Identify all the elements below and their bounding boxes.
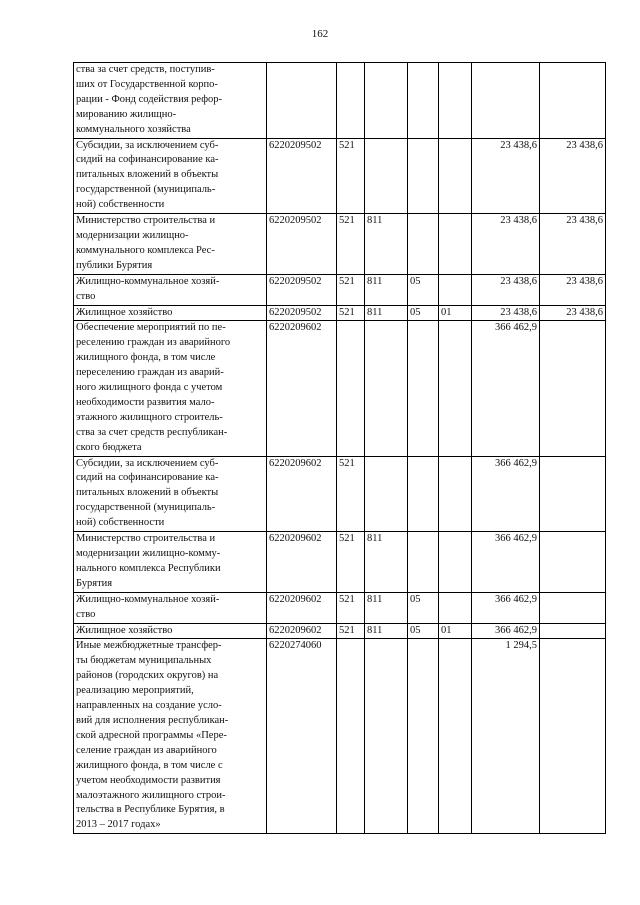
subsection-cell [439, 274, 472, 305]
target-code-cell [267, 63, 337, 139]
amount-cell: 23 438,6 [472, 214, 540, 275]
table-row [74, 321, 606, 456]
row-name-cell: Министерство строительства и модернизации жилищно-комму- нального комплекса Республики Бурятия [74, 532, 267, 593]
table-row [74, 274, 606, 305]
section-cell: 05 [408, 623, 439, 639]
department-cell [365, 456, 408, 532]
grbs-cell: 521 [337, 456, 365, 532]
amount-second-cell [540, 639, 606, 834]
department-cell: 811 [365, 623, 408, 639]
amount-cell: 23 438,6 [472, 138, 540, 214]
target-code-cell: 6220209602 [267, 456, 337, 532]
department-cell: 811 [365, 214, 408, 275]
amount-second-cell [540, 321, 606, 456]
page-number: 162 [311, 28, 329, 40]
subsection-cell [439, 532, 472, 593]
section-cell [408, 138, 439, 214]
subsection-cell [439, 456, 472, 532]
grbs-cell: 521 [337, 532, 365, 593]
grbs-cell [337, 639, 365, 834]
department-cell: 811 [365, 305, 408, 321]
row-name-cell: Жилищно-коммунальное хозяй- ство [74, 274, 267, 305]
subsection-cell [439, 63, 472, 139]
target-code-cell: 6220209602 [267, 592, 337, 623]
row-name-cell: Субсидии, за исключением суб- сидий на софинансирование ка- питальных вложений в объекты государственной (муниципаль- ной) собственности [74, 456, 267, 532]
amount-cell: 23 438,6 [472, 305, 540, 321]
grbs-cell [337, 63, 365, 139]
row-name-cell: ства за счет средств, поступив- ших от Государственной корпо- рации - Фонд содействия рефор- мированию жилищно- коммунального хозяйства [74, 63, 267, 139]
section-cell: 05 [408, 274, 439, 305]
grbs-cell: 521 [337, 592, 365, 623]
subsection-cell [439, 214, 472, 275]
amount-second-cell: 23 438,6 [540, 214, 606, 275]
row-name-cell: Жилищно-коммунальное хозяй- ство [74, 592, 267, 623]
table-row [74, 623, 606, 639]
table-row [74, 456, 606, 532]
section-cell [408, 214, 439, 275]
target-code-cell: 6220209502 [267, 138, 337, 214]
department-cell [365, 138, 408, 214]
row-name-cell: Субсидии, за исключением суб- сидий на софинансирование ка- питальных вложений в объекты государственной (муниципаль- ной) собственности [74, 138, 267, 214]
target-code-cell: 6220274060 [267, 639, 337, 834]
department-cell [365, 63, 408, 139]
subsection-cell [439, 639, 472, 834]
amount-second-cell [540, 456, 606, 532]
amount-cell: 23 438,6 [472, 274, 540, 305]
row-name-cell: Жилищное хозяйство [74, 623, 267, 639]
grbs-cell [337, 321, 365, 456]
budget-table [73, 62, 606, 834]
section-cell: 05 [408, 592, 439, 623]
section-cell [408, 532, 439, 593]
amount-second-cell [540, 532, 606, 593]
amount-second-cell: 23 438,6 [540, 274, 606, 305]
section-cell [408, 639, 439, 834]
grbs-cell: 521 [337, 138, 365, 214]
table-row [74, 532, 606, 593]
subsection-cell [439, 138, 472, 214]
subsection-cell [439, 321, 472, 456]
amount-cell: 366 462,9 [472, 456, 540, 532]
row-name-cell: Жилищное хозяйство [74, 305, 267, 321]
target-code-cell: 6220209502 [267, 274, 337, 305]
grbs-cell: 521 [337, 305, 365, 321]
subsection-cell: 01 [439, 305, 472, 321]
subsection-cell: 01 [439, 623, 472, 639]
table-row [74, 138, 606, 214]
table-row [74, 63, 606, 139]
amount-cell: 366 462,9 [472, 321, 540, 456]
grbs-cell: 521 [337, 274, 365, 305]
table-row [74, 214, 606, 275]
section-cell [408, 63, 439, 139]
section-cell [408, 456, 439, 532]
amount-second-cell [540, 63, 606, 139]
amount-second-cell: 23 438,6 [540, 305, 606, 321]
department-cell: 811 [365, 274, 408, 305]
section-cell: 05 [408, 305, 439, 321]
department-cell: 811 [365, 532, 408, 593]
department-cell: 811 [365, 592, 408, 623]
row-name-cell: Министерство строительства и модернизации жилищно- коммунального комплекса Рес- публики Бурятия [74, 214, 267, 275]
grbs-cell: 521 [337, 214, 365, 275]
amount-second-cell [540, 623, 606, 639]
department-cell [365, 639, 408, 834]
table-row [74, 305, 606, 321]
target-code-cell: 6220209602 [267, 321, 337, 456]
target-code-cell: 6220209502 [267, 214, 337, 275]
department-cell [365, 321, 408, 456]
table-row [74, 639, 606, 834]
target-code-cell: 6220209602 [267, 623, 337, 639]
amount-second-cell [540, 592, 606, 623]
row-name-cell: Иные межбюджетные трансфер- ты бюджетам муниципальных районов (городских округов) на реализацию мероприятий, направленных на создание усло- вий для исполнения республикан- ской адресной программы «Пере- селение граждан из аварийного жилищного фонда, в том числе с учетом необходимости развития малоэтажного жилищного строи- тельства в Республике Бурятия, в 2013 – 2017 годах» [74, 639, 267, 834]
row-name-cell: Обеспечение мероприятий по пе- реселению граждан из аварийного жилищного фонда, в том числе переселению граждан из аварий- ного жилищного фонда с учетом необходимости развития мало- этажного жилищного строитель- ства за счет средств республикан- ского бюджета [74, 321, 267, 456]
amount-cell: 1 294,5 [472, 639, 540, 834]
target-code-cell: 6220209602 [267, 532, 337, 593]
amount-cell: 366 462,9 [472, 532, 540, 593]
table-row [74, 592, 606, 623]
grbs-cell: 521 [337, 623, 365, 639]
target-code-cell: 6220209502 [267, 305, 337, 321]
section-cell [408, 321, 439, 456]
amount-cell [472, 63, 540, 139]
amount-cell: 366 462,9 [472, 592, 540, 623]
subsection-cell [439, 592, 472, 623]
amount-second-cell: 23 438,6 [540, 138, 606, 214]
amount-cell: 366 462,9 [472, 623, 540, 639]
